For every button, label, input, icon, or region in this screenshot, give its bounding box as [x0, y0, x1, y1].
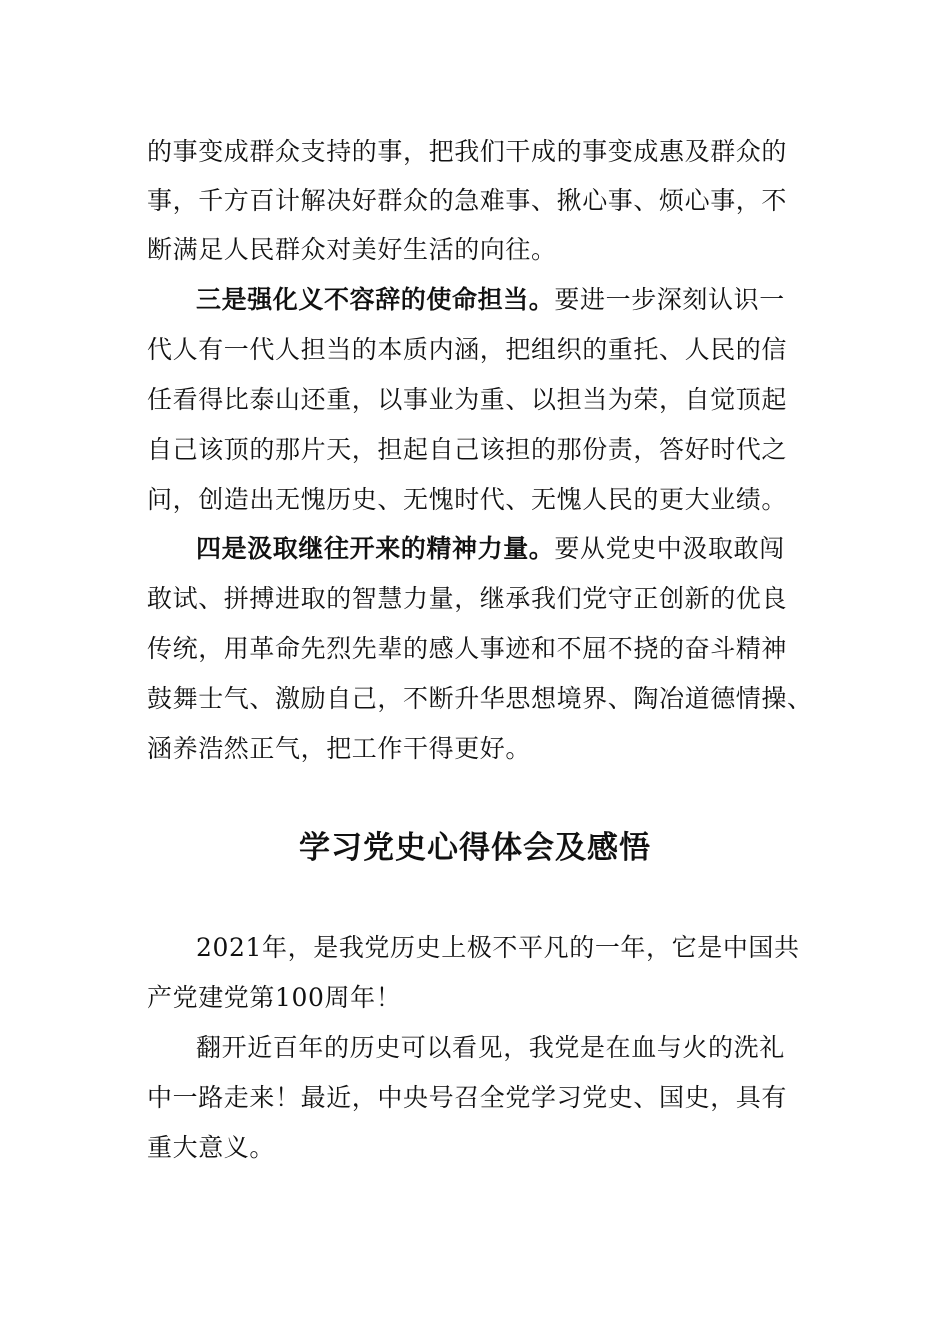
section-heading: 三是强化义不容辞的使命担当。	[196, 285, 555, 314]
paragraph-text: 要进一步深刻认识一	[554, 285, 785, 314]
paragraph-line: 事，千方百计解决好群众的急难事、揪心事、烦心事，不	[147, 186, 788, 215]
paragraph-line: 的事变成群众支持的事，把我们干成的事变成惠及群众的	[147, 137, 788, 166]
section-heading: 四是汲取继往开来的精神力量。	[196, 534, 555, 563]
paragraph-line: 自己该顶的那片天，担起自己该担的那份责，答好时代之	[147, 435, 788, 464]
paragraph-first-line: 翻开近百年的历史可以看见，我党是在血与火的洗礼	[196, 1033, 785, 1062]
paragraph-line: 敢试、拼搏进取的智慧力量，继承我们党守正创新的优良	[147, 584, 788, 613]
paragraph-first-line: 2021年，是我党历史上极不平凡的一年，它是中国共	[196, 933, 800, 962]
article-title: 学习党史心得体会及感悟	[299, 830, 651, 866]
paragraph-text: 要从党史中汲取敢闯	[554, 534, 785, 563]
paragraph-line: 涵养浩然正气，把工作干得更好。	[147, 734, 532, 763]
paragraph-line: 产党建党第100周年！	[147, 983, 402, 1012]
paragraph-line: 鼓舞士气、激励自己，不断升华思想境界、陶冶道德情操、	[147, 684, 813, 713]
paragraph-line: 重大意义。	[147, 1133, 276, 1162]
paragraph-first-line	[196, 285, 806, 315]
paragraph-line: 任看得比泰山还重，以事业为重、以担当为荣，自觉顶起	[147, 385, 788, 414]
paragraph-line: 传统，用革命先烈先辈的感人事迹和不屈不挠的奋斗精神	[147, 634, 788, 663]
paragraph-line: 断满足人民群众对美好生活的向往。	[147, 235, 557, 264]
paragraph-line: 代人有一代人担当的本质内涵，把组织的重托、人民的信	[147, 335, 788, 364]
paragraph-first-line	[196, 534, 806, 564]
paragraph-line: 问，创造出无愧历史、无愧时代、无愧人民的更大业绩。	[147, 485, 788, 514]
paragraph-line: 中一路走来！最近，中央号召全党学习党史、国史，具有	[147, 1083, 788, 1112]
